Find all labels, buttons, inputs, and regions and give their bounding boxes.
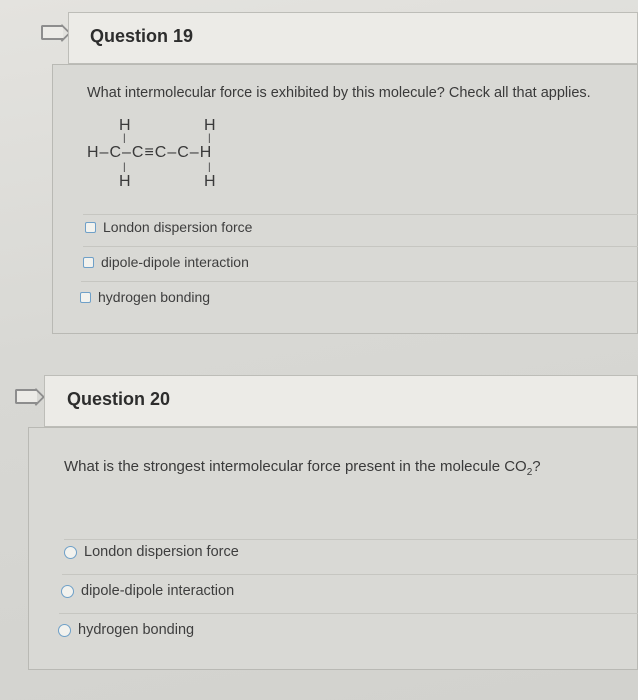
q19-option-label: dipole-dipole interaction — [101, 254, 249, 270]
molecule-h-bottom-left: H — [119, 173, 131, 190]
molecule-structure — [87, 117, 287, 195]
question-20-title: Question 20 — [67, 389, 171, 409]
prompt-subscript: 2 — [526, 467, 533, 478]
divider — [83, 214, 638, 215]
radio-button[interactable] — [58, 624, 71, 637]
molecule-h-top-left: H — [119, 117, 131, 134]
divider — [59, 613, 638, 614]
molecule-h-top-right: H — [204, 117, 216, 134]
q20-option-label: London dispersion force — [84, 544, 239, 560]
question-20-prompt — [64, 458, 541, 478]
prompt-end: ? — [532, 458, 541, 475]
q20-option-hbond[interactable] — [58, 622, 194, 638]
q19-option-hbond[interactable] — [80, 289, 210, 305]
divider — [81, 281, 638, 282]
q19-option-label: London dispersion force — [103, 219, 253, 235]
q19-option-label: hydrogen bonding — [98, 289, 211, 305]
question-20-header — [44, 375, 638, 427]
q19-option-london[interactable] — [85, 219, 252, 235]
question-19-header — [68, 12, 638, 64]
q20-option-dipole[interactable] — [61, 583, 234, 599]
radio-button[interactable] — [61, 585, 74, 598]
question-19-title: Question 19 — [90, 26, 194, 46]
molecule-main-chain: H–C–C≡C–C–H — [87, 144, 213, 161]
question-19-body — [52, 64, 638, 334]
divider — [83, 246, 638, 247]
question-20-body — [28, 427, 638, 670]
bond-top-left: | — [123, 133, 126, 144]
bond-top-right: | — [208, 133, 211, 144]
molecule-h-bottom-right: H — [204, 173, 216, 190]
flag-icon[interactable] — [15, 389, 37, 404]
flag-icon[interactable] — [41, 25, 63, 40]
checkbox[interactable] — [85, 222, 96, 233]
q19-option-dipole[interactable] — [83, 254, 249, 270]
question-19-prompt: What intermolecular force is exhibited by this molecule? Check all that applies. — [87, 85, 591, 101]
q20-option-label: dipole-dipole interaction — [81, 583, 235, 599]
bond-bottom-left: | — [123, 162, 126, 173]
checkbox[interactable] — [80, 292, 91, 303]
divider — [64, 539, 638, 540]
radio-button[interactable] — [64, 546, 77, 559]
prompt-text: What is the strongest intermolecular force present in the molecule CO — [64, 458, 527, 475]
divider — [62, 574, 638, 575]
q20-option-label: hydrogen bonding — [78, 622, 195, 638]
q20-option-london[interactable] — [64, 544, 239, 560]
checkbox[interactable] — [83, 257, 94, 268]
bond-bottom-right: | — [208, 162, 211, 173]
